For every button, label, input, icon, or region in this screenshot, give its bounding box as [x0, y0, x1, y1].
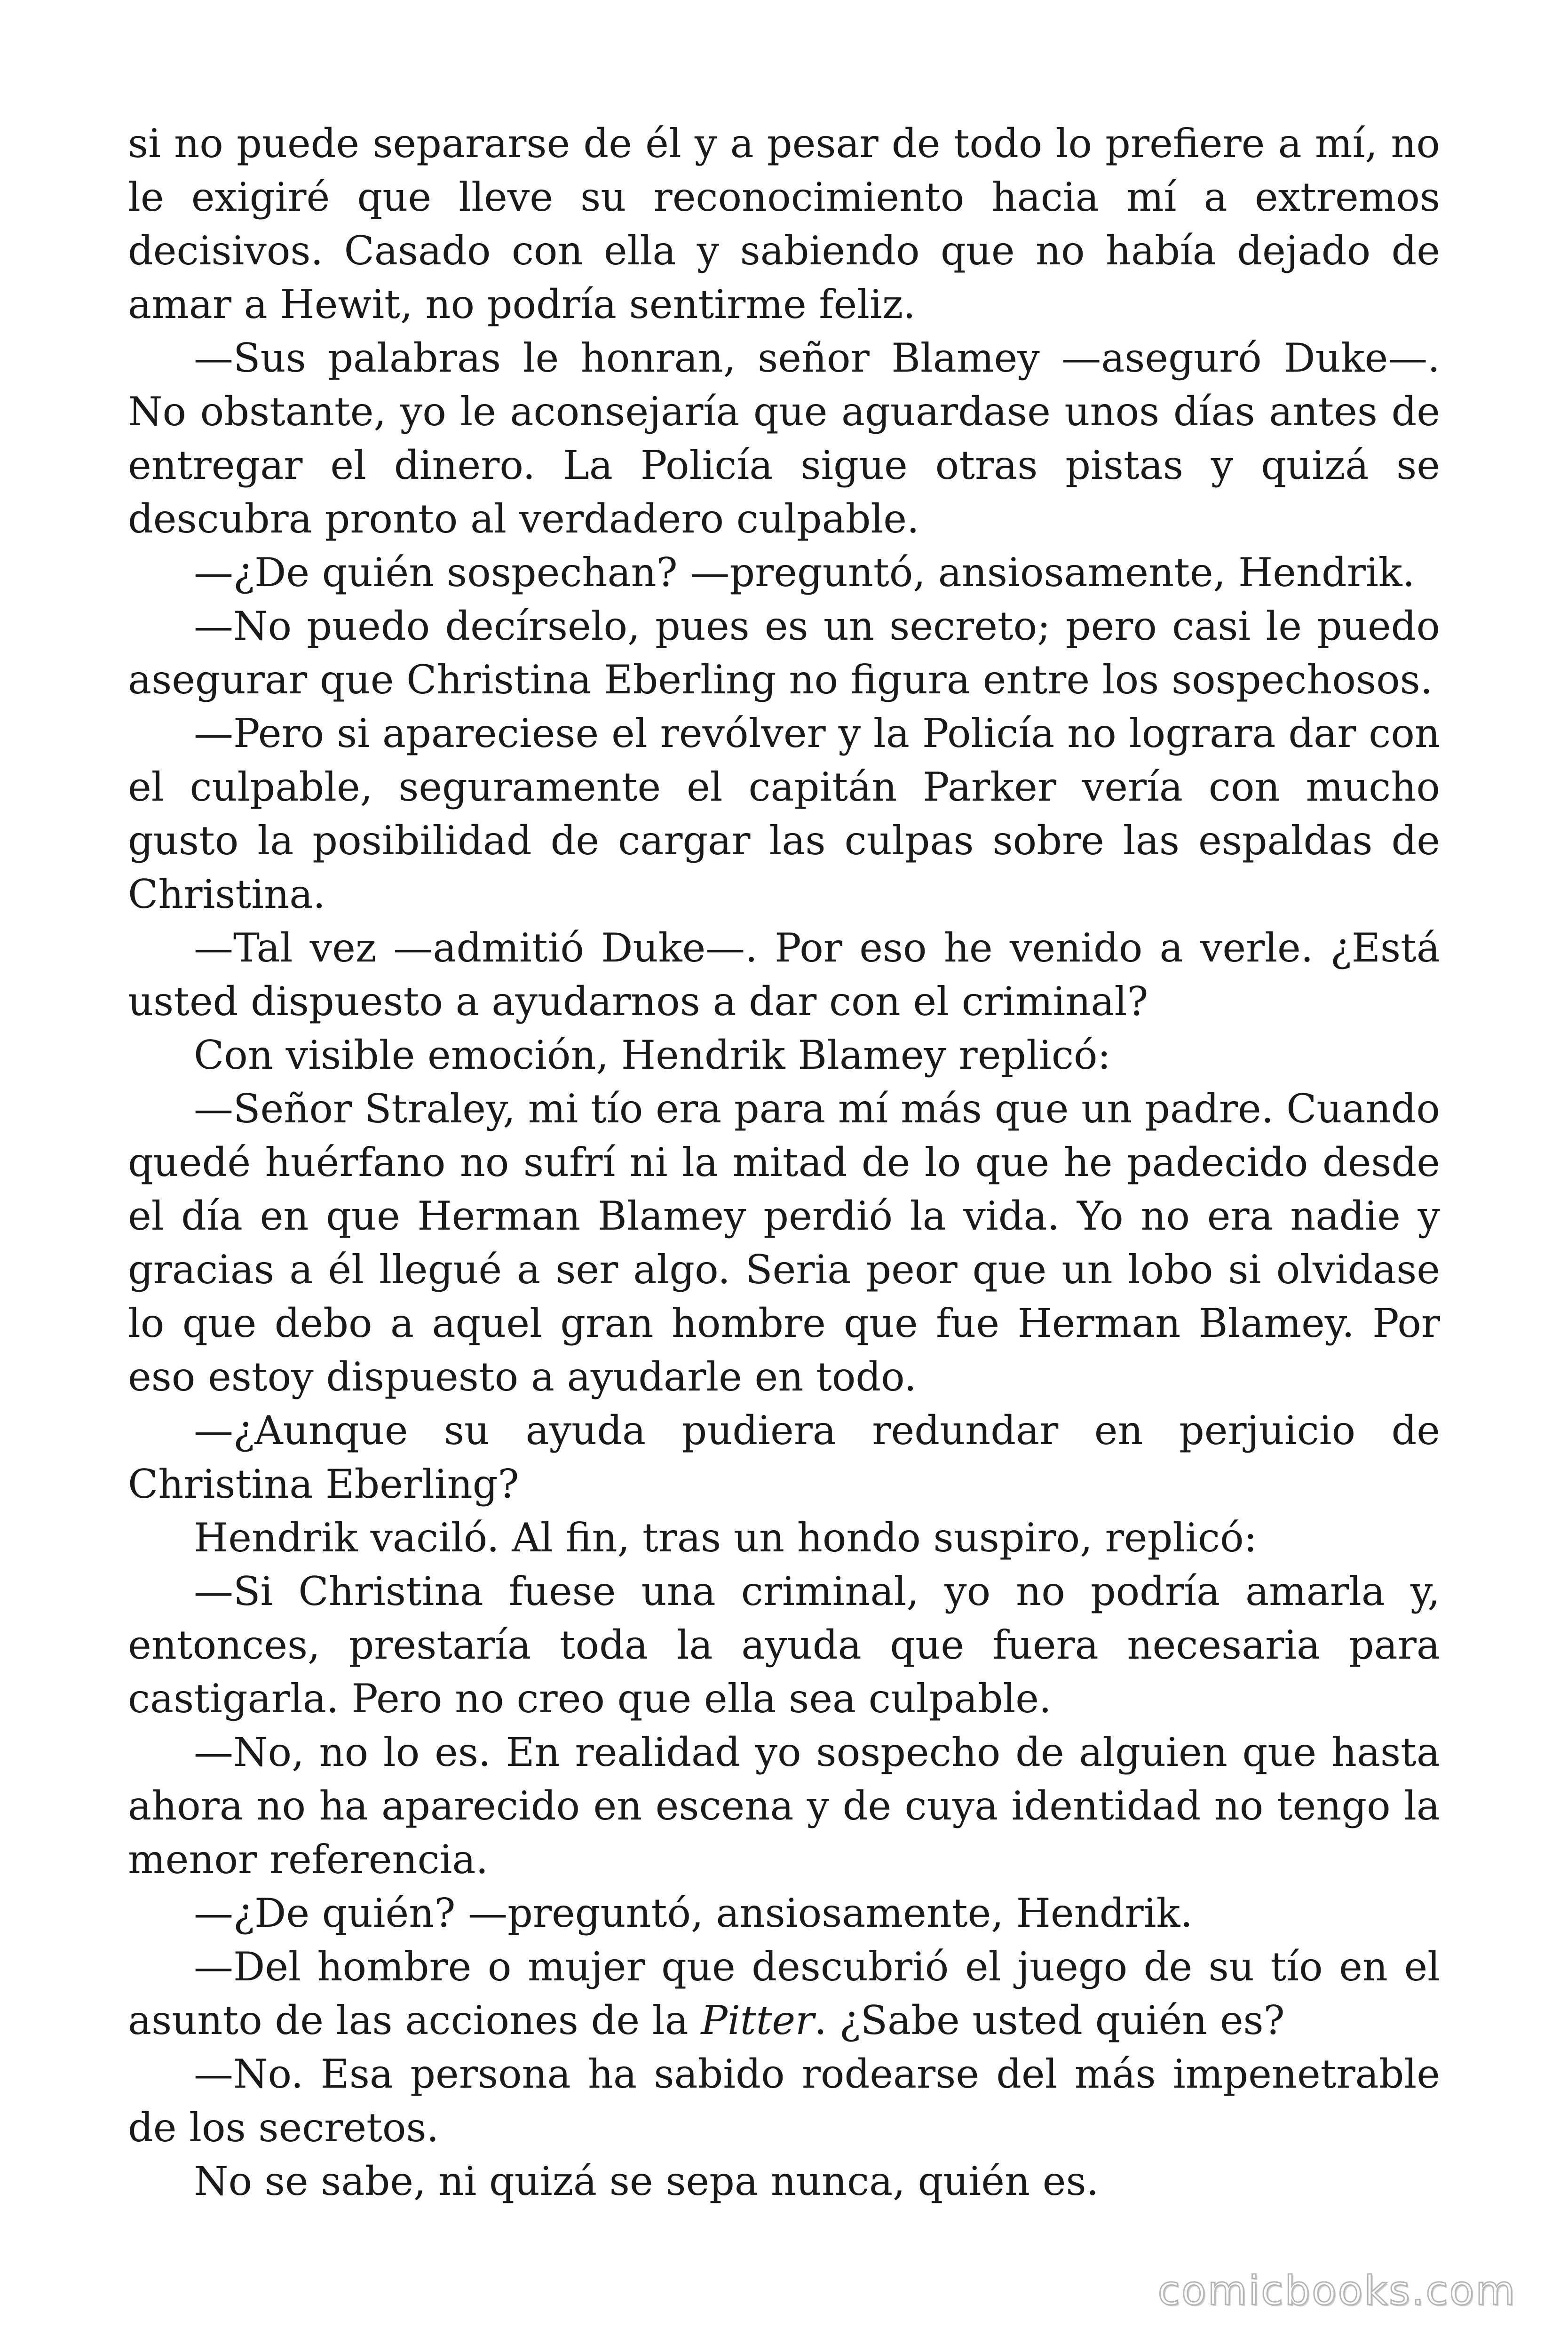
paragraph-9: —¿Aunque su ayuda pudiera redundar en perjuicio de Christina Eberling? [128, 1407, 1440, 1507]
italic-title: Pitter [701, 1997, 815, 2043]
paragraph-15: —No. Esa persona ha sabido rodearse del más impenetrable de los secretos. [128, 2051, 1440, 2151]
paragraph-7: Con visible emoción, Hendrik Blamey replicó: [194, 1032, 1111, 1078]
paragraph-14-end: . ¿Sabe usted quién es? [814, 1997, 1285, 2043]
paragraph-10: Hendrik vaciló. Al fin, tras un hondo suspiro, replicó: [194, 1515, 1257, 1561]
paragraph-3: —¿De quién sospechan? —preguntó, ansiosamente, Hendrik. [194, 549, 1415, 596]
paragraph-1: si no puede separarse de él y a pesar de todo lo prefiere a mí, no le exigiré que lleve su reconocimiento hacia mí a extremos decisivos. Casado con ella y sabiendo que no había dejado de amar a Hewit, no podría sentirme feliz. [128, 120, 1440, 327]
watermark-logo: comicbooks.com [1157, 2267, 1516, 2314]
paragraph-16: No se sabe, ni quizá se sepa nunca, quién es. [194, 2158, 1099, 2204]
paragraph-13: —¿De quién? —preguntó, ansiosamente, Hendrik. [194, 1890, 1193, 1936]
paragraph-4: —No puedo decírselo, pues es un secreto; pero casi le puedo asegurar que Christina Eberling no figura entre los sospechosos. [128, 603, 1440, 703]
page-body [128, 117, 1440, 2208]
paragraph-2: —Sus palabras le honran, señor Blamey —aseguró Duke—. No obstante, yo le aconsejaría que aguardase unos días antes de entregar el dinero. La Policía sigue otras pistas y quizá se descubra pronto al verdadero culpable. [128, 335, 1440, 542]
paragraph-12: —No, no lo es. En realidad yo sospecho de alguien que hasta ahora no ha aparecido en escena y de cuya identidad no tengo la menor referencia. [128, 1729, 1440, 1883]
paragraph-11: —Si Christina fuese una criminal, yo no podría amarla y, entonces, prestaría toda la ayuda que fuera necesaria para castigarla. Pero no creo que ella sea culpable. [128, 1568, 1440, 1722]
paragraph-14-start: —Del hombre o mujer que descubrió el juego de su tío en el asunto de las acciones de la [128, 1944, 1440, 2043]
paragraph-6: —Tal vez —admitió Duke—. Por eso he venido a verle. ¿Está usted dispuesto a ayudarnos a dar con el criminal? [128, 925, 1440, 1025]
paragraph-8: —Señor Straley, mi tío era para mí más que un padre. Cuando quedé huérfano no sufrí ni la mitad de lo que he padecido desde el día en que Herman Blamey perdió la vida. Yo no era nadie y gracias a él llegué a ser algo. Seria peor que un lobo si olvidase lo que debo a aquel gran hombre que fue Herman Blamey. Por eso estoy dispuesto a ayudarle en todo. [128, 1086, 1440, 1400]
paragraph-14 [128, 1940, 1440, 2047]
paragraph-5: —Pero si apareciese el revólver y la Policía no lograra dar con el culpable, seguramente el capitán Parker vería con mucho gusto la posibilidad de cargar las culpas sobre las espaldas de Christina. [128, 710, 1440, 917]
